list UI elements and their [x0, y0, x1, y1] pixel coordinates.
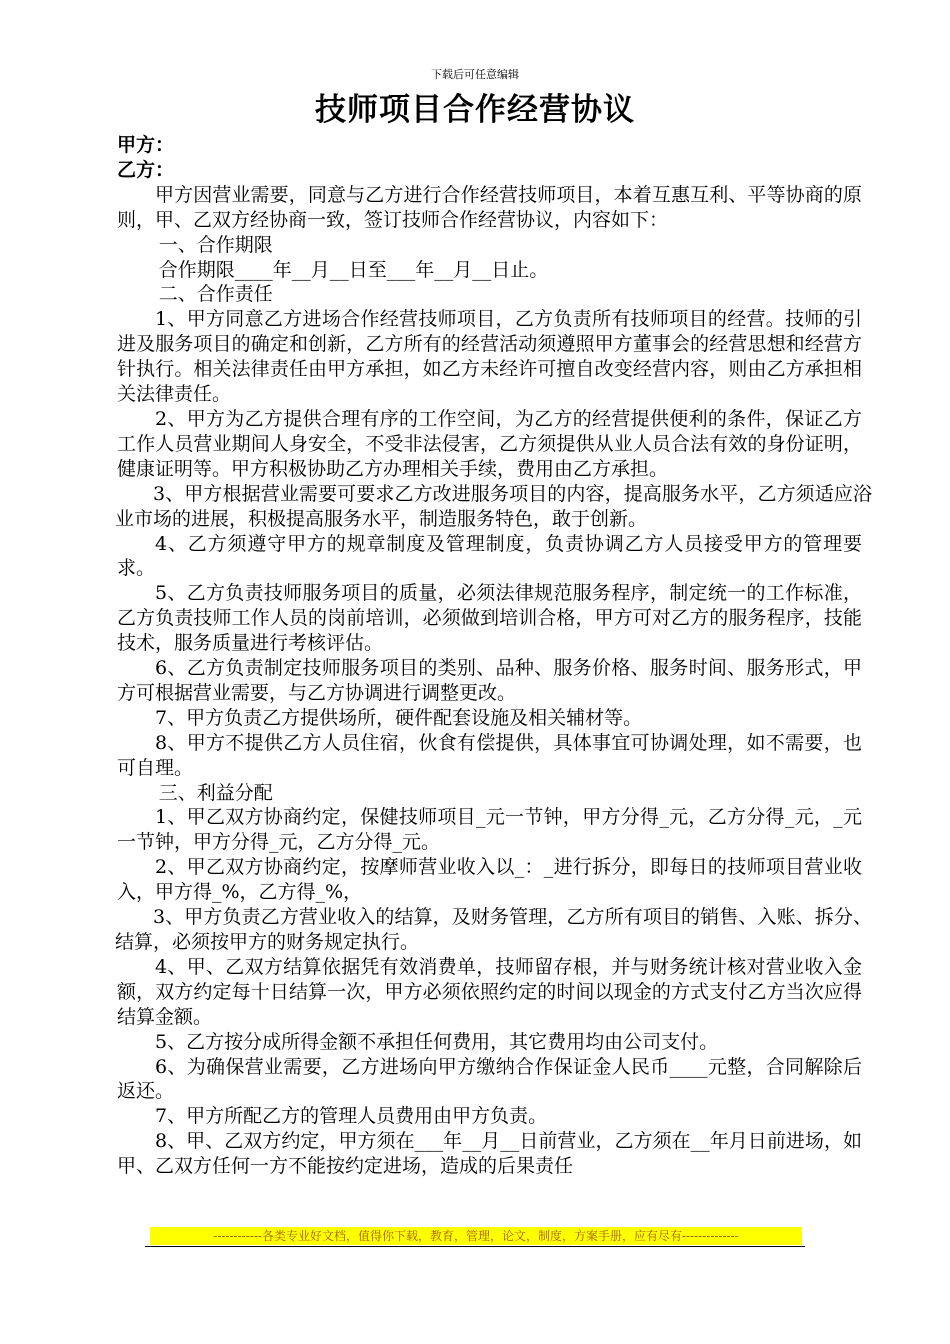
party-a-label: 甲方：: [117, 134, 175, 156]
clause-paragraph: 6、乙方负责制定技师服务项目的类别、品种、服务价格、服务时间、服务形式，甲方可根据营业需要，与乙方协调进行调整更改。: [117, 657, 862, 704]
clause-paragraph: 6、为确保营业需要，乙方进场向甲方缴纳合作保证金人民币____元整，合同解除后返还。: [117, 1055, 862, 1103]
clause-paragraph: 2、甲乙双方协商约定，按摩师营业收入以_：_进行拆分，即每日的技师项目营业收入，甲方得_%，乙方得_%，: [117, 856, 862, 904]
clause-paragraph: 7、甲方负责乙方提供场所，硬件配套设施及相关辅材等。: [155, 706, 643, 729]
clause-paragraph: 4、甲、乙双方结算依据凭有效消费单，技师留存根，并与财务统计核对营业收入金额，双方约定每十日结算一次，甲方必须依照约定的时间以现金的方式支付乙方当次应得结算金额。: [117, 955, 862, 1028]
clause-paragraph: 2、甲方为乙方提供合理有序的工作空间，为乙方的经营提供便利的条件，保证乙方工作人员营业期间人身安全，不受非法侵害，乙方须提供从业人员合法有效的身份证明，健康证明等。甲方积极协助乙方办理相关手续，费用由乙方承担。: [117, 407, 862, 480]
clause-paragraph: 3、甲方负责乙方营业收入的结算，及财务管理，乙方所有项目的销售、入账、拆分、结算，必须按甲方的财务规定执行。: [115, 906, 872, 953]
term-clause: 合作期限____年__月__日至___年__月__日止。: [158, 258, 549, 281]
clause-paragraph: 8、甲方不提供乙方人员住宿，伙食有偿提供，具体事宜可协调处理，如不需要，也可自理。: [117, 731, 862, 779]
clause-paragraph: 5、乙方按分成所得金额不承担任何费用，其它费用均由公司支付。: [155, 1030, 719, 1053]
footer-banner: ------------各类专业好文档，值得你下载，教育，管理，论文，制度，方案手册，应有尽有--------------: [150, 1227, 802, 1245]
document-title: 技师项目合作经营协议: [315, 92, 635, 128]
intro-paragraph: 甲方因营业需要，同意与乙方进行合作经营技师项目，本着互惠互利、平等协商的原则，甲、乙双方经协商一致，签订技师合作经营协议，内容如下：: [117, 183, 862, 231]
footer-divider: [145, 1246, 805, 1247]
clause-paragraph: 4、乙方须遵守甲方的规章制度及管理制度，负责协调乙方人员接受甲方的管理要求。: [117, 532, 862, 580]
clause-paragraph: 1、甲方同意乙方进场合作经营技师项目，乙方负责所有技师项目的经营。技师的引进及服务项目的确定和创新，乙方所有的经营活动须遵照甲方董事会的经营思想和经营方针执行。相关法律责任由甲方承担，如乙方未经许可擅自改变经营内容，则由乙方承担相关法律责任。: [117, 308, 862, 406]
party-b-label: 乙方：: [117, 158, 175, 181]
header-note: 下载后可任意编辑: [431, 68, 519, 81]
section-heading: 一、合作期限: [158, 233, 273, 256]
clause-paragraph: 5、乙方负责技师服务项目的质量，必须法律规范服务程序，制定统一的工作标准，乙方负责技师工作人员的岗前培训，必须做到培训合格，甲方可对乙方的服务程序，技能技术，服务质量进行考核评估。: [117, 582, 862, 655]
clause-paragraph: 7、甲方所配乙方的管理人员费用由甲方负责。: [155, 1105, 548, 1128]
document-body: [115, 133, 872, 1179]
section-heading: 三、利益分配: [158, 781, 273, 804]
clause-paragraph: 1、甲乙双方协商约定，保健技师项目_元一节钟，甲方分得_元，乙方分得_元，_元一节钟，甲方分得_元，乙方分得_元。: [117, 806, 862, 854]
section-heading: 二、合作责任: [158, 283, 273, 306]
clause-paragraph: 8、甲、乙双方约定，甲方须在___年__月__日前营业，乙方须在__年月日前进场，如甲、乙双方任何一方不能按约定进场，造成的后果责任: [117, 1130, 862, 1178]
clause-paragraph: 3、甲方根据营业需要可要求乙方改进服务项目的内容，提高服务水平，乙方须适应浴业市场的进展，积极提高服务水平，制造服务特色，敢于创新。: [115, 482, 872, 530]
